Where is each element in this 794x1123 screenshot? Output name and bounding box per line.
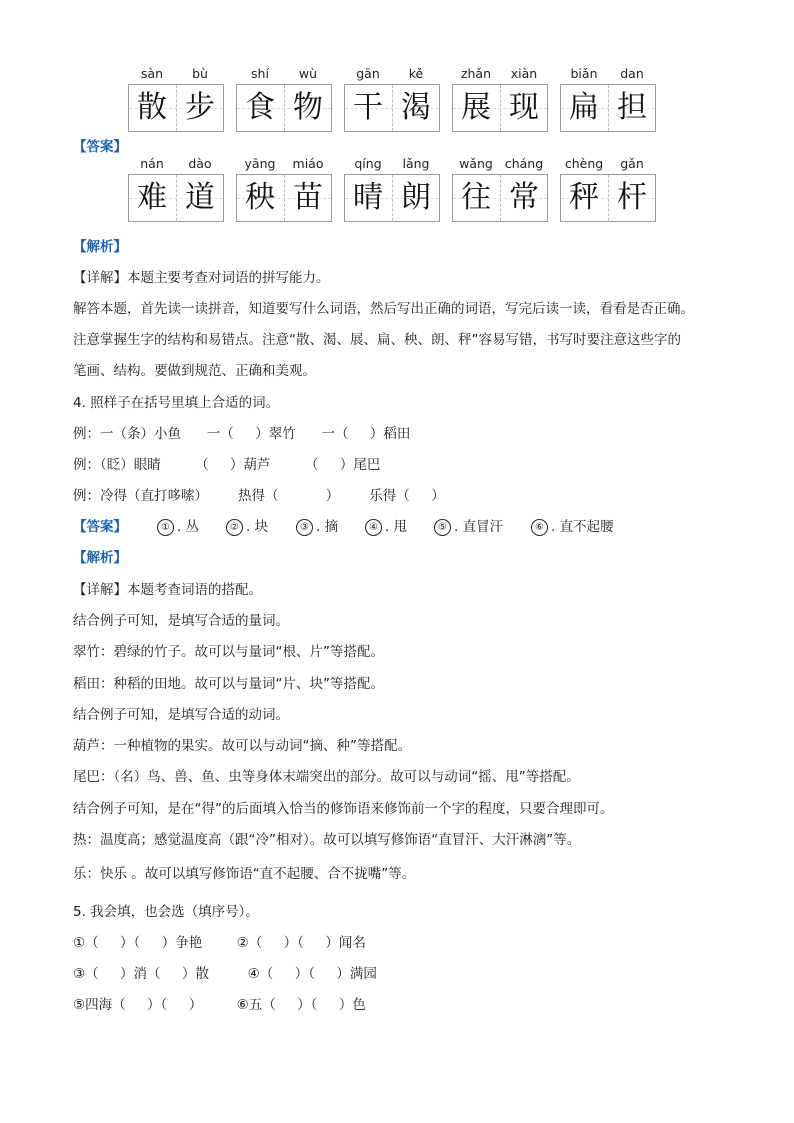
text-line: 尾巴：（名）鸟、兽、鱼、虫等身体末端突出的部分。故可以与动词“摇、甩”等搭配。: [73, 769, 580, 785]
text-line: 例：（眨）眼睛 （ ）葫芦 （ ）尾巴: [73, 457, 381, 473]
answer-item: ⑥ . 直不起腰: [531, 515, 614, 536]
text-line: 【详解】本题主要考查对词语的拼写能力。: [73, 270, 330, 286]
character: 晴: [353, 180, 383, 215]
text-line: 笔画、结构。要做到规范、正确和美观。: [73, 363, 316, 379]
answer-item: ⑤ . 直冒汗: [434, 515, 503, 536]
text-line: 【详解】本题考查词语的搭配。: [73, 582, 262, 598]
text-line: ⑤四海（ ）（ ） ⑥五（ ）（ ）色: [73, 997, 366, 1013]
pinyin-row-1: [128, 66, 668, 84]
circled-number: ③: [296, 519, 313, 536]
character: 秤: [569, 180, 599, 215]
pinyin: yāng: [244, 156, 276, 171]
character-grid-2: [128, 156, 668, 226]
text-line: 稻田：种稻的田地。故可以与量词“片、块”等搭配。: [73, 676, 384, 692]
question-heading: 4. 照样子在括号里填上合适的词。: [73, 395, 280, 411]
pinyin: dan: [620, 66, 644, 81]
text-line: 注意掌握生字的结构和易错点。注意“散、渴、展、扁、秧、朗、秤”容易写错，书写时要注意这些字的: [73, 332, 681, 348]
character: 难: [137, 180, 167, 215]
character: 食: [245, 90, 275, 125]
circled-number: ⑥: [531, 519, 548, 536]
answer-item: ② . 块: [226, 515, 268, 536]
character: 苗: [293, 180, 323, 215]
character: 朗: [401, 180, 431, 215]
character: 物: [293, 90, 323, 125]
character: 展: [461, 90, 491, 125]
character-row-1: [128, 84, 668, 136]
pinyin: shí: [251, 66, 269, 81]
pinyin: gǎn: [620, 156, 644, 171]
text-line: 葫芦：一种植物的果实。故可以与动词“摘、种”等搭配。: [73, 738, 411, 754]
pinyin: miáo: [292, 156, 324, 171]
pinyin: zhǎn: [460, 66, 492, 81]
answer-item: ① . 丛: [157, 515, 199, 536]
circled-number: ②: [226, 519, 243, 536]
pinyin: qíng: [354, 156, 382, 171]
circled-number: ①: [157, 519, 174, 536]
circled-number: ⑤: [434, 519, 451, 536]
character-row-2: [128, 174, 668, 226]
text-line: ③（ ）消（ ）散 ④（ ）（ ）满园: [73, 966, 377, 982]
pinyin: gān: [356, 66, 380, 81]
text-line: 例：冷得（直打哆嗦） 热得（ ） 乐得（ ）: [73, 488, 445, 504]
pinyin: bù: [192, 66, 208, 81]
character: 道: [185, 180, 215, 215]
answer-tag: 【答案】: [73, 519, 127, 535]
pinyin: wù: [298, 66, 318, 81]
character: 扁: [569, 90, 599, 125]
character: 常: [509, 180, 539, 215]
text-line: 乐：快乐 。故可以填写修饰语“直不起腰、合不拢嘴”等。: [73, 866, 416, 882]
character-grid-1: [128, 66, 668, 136]
character: 杆: [617, 180, 647, 215]
pinyin: kě: [408, 66, 424, 81]
pinyin: nán: [140, 156, 164, 171]
analysis-tag: 【解析】: [73, 550, 127, 566]
answer-tag: 【答案】: [73, 139, 127, 155]
pinyin: cháng: [504, 156, 544, 171]
pinyin: wǎng: [459, 156, 493, 171]
character: 往: [461, 180, 491, 215]
character: 散: [137, 90, 167, 125]
character: 步: [185, 90, 215, 125]
answer-item: ④ . 甩: [365, 515, 407, 536]
pinyin: xiàn: [510, 66, 538, 81]
character: 现: [509, 90, 539, 125]
text-line: 翠竹：碧绿的竹子。故可以与量词“根、片”等搭配。: [73, 644, 384, 660]
pinyin: sàn: [140, 66, 164, 81]
pinyin: biǎn: [570, 66, 598, 81]
question-heading: 5. 我会填，也会选（填序号）。: [73, 904, 259, 920]
circled-number: ④: [365, 519, 382, 536]
character: 渴: [401, 90, 431, 125]
text-line: 结合例子可知，是填写合适的动词。: [73, 707, 289, 723]
character: 担: [617, 90, 647, 125]
character: 干: [353, 90, 383, 125]
pinyin: dào: [188, 156, 212, 171]
text-line: ①（ ）（ ）争艳 ②（ ）（ ）闻名: [73, 935, 366, 951]
character: 秧: [245, 180, 275, 215]
pinyin: chèng: [564, 156, 604, 171]
pinyin: lǎng: [402, 156, 430, 171]
text-line: 热：温度高；感觉温度高（跟“冷”相对）。故可以填写修饰语“直冒汗、大汗淋漓”等。: [73, 832, 581, 848]
text-line: 解答本题，首先读一读拼音，知道要写什么词语，然后写出正确的词语，写完后读一读，看看是否正确。: [73, 301, 694, 317]
text-line: 例：一（条）小鱼 一（ ）翠竹 一（ ）稻田: [73, 426, 411, 442]
pinyin-row-2: [128, 156, 668, 174]
text-line: 结合例子可知，是在“得”的后面填入恰当的修饰语来修饰前一个字的程度，只要合理即可。: [73, 801, 614, 817]
text-line: 结合例子可知，是填写合适的量词。: [73, 613, 289, 629]
analysis-tag: 【解析】: [73, 239, 127, 255]
answer-item: ③ . 摘: [296, 515, 338, 536]
